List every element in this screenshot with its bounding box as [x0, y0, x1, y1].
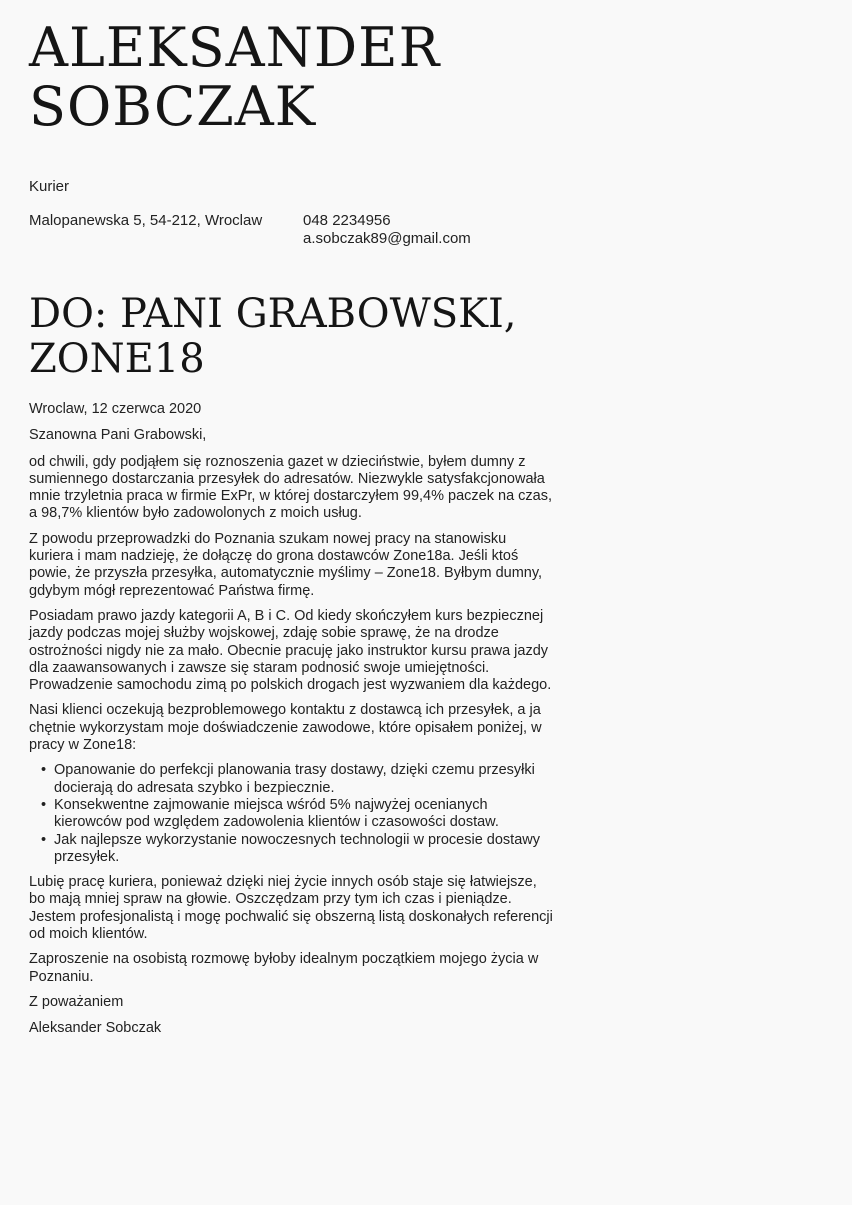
- experience-list: [29, 762, 554, 866]
- job-title: Kurier: [29, 178, 70, 195]
- experience-list-item-text: Jak najlepsze wykorzystanie nowoczesnych technologii w procesie dostawy przesyłek.: [54, 831, 540, 865]
- bullet-icon: •: [41, 796, 47, 813]
- experience-list-item-text: Opanowanie do perfekcji planowania trasy dostawy, dzięki czemu przesyłki docierają do adresata szybko i bezpiecznie.: [54, 762, 535, 796]
- applicant-name-line2: SOBCZAK: [29, 75, 317, 138]
- recipient-line1: DO: PANI GRABOWSKI,: [29, 291, 517, 337]
- letter-paragraph: od chwili, gdy podjąłem się roznoszenia gazet w dzieciństwie, byłem dumny z sumiennego dostarczania przesyłek do adresatów. Niezwykle satysfakcjonowała mnie trzyletnia praca w firmie ExPr, w której dostarczyłem 99,4% paczek na czas, a 98,7% klientów było zadowolonych z moich usług.: [29, 453, 552, 522]
- email-address: a.sobczak89@gmail.com: [303, 230, 471, 247]
- experience-list-item: [41, 762, 554, 797]
- letter-paragraph: Nasi klienci oczekują bezproblemowego kontaktu z dostawcą ich przesyłek, a ja chętnie wykorzystam moje doświadczenie zawodowe, które opisałem poniżej, w pracy w Zone18:: [29, 702, 542, 754]
- experience-list-item: [41, 796, 554, 832]
- bullet-icon: •: [41, 762, 47, 779]
- bullet-icon: •: [41, 831, 47, 848]
- recipient-heading: [29, 292, 517, 382]
- recipient-line2: ZONE18: [29, 336, 205, 382]
- letter-paragraph: Lubię pracę kuriera, ponieważ dzięki niej życie innych osób staje się łatwiejsze, bo mają mniej spraw na głowie. Oszczędzam przy tym ich czas i pieniądze. Jestem profesjonalistą i mogę pochwalić się obszerną listą doskonałych referencji od moich klientów.: [29, 874, 553, 943]
- contact-info: [303, 212, 471, 248]
- phone-number: 048 2234956: [303, 212, 391, 229]
- experience-list-item-text: Konsekwentne zajmowanie miejsca wśród 5% najwyżej ocenianych kierowców pod względem zadowolenia klientów i czasowości dostaw.: [54, 796, 499, 831]
- applicant-name-line1: ALEKSANDER: [29, 16, 441, 79]
- letter-greeting: Szanowna Pani Grabowski,: [29, 427, 207, 444]
- letter-body: [29, 401, 554, 1046]
- letter-paragraph: Zaproszenie na osobistą rozmowę byłoby idealnym początkiem mojego życia w Poznaniu.: [29, 951, 539, 985]
- letter-paragraph: Z powodu przeprowadzki do Poznania szukam nowej pracy na stanowisku kuriera i mam nadzieję, że dołączę do grona dostawców Zone18a. Jeśli ktoś powie, że przyszła przesyłka, automatycznie myślimy – Zone18. Byłbym dumny, gdybym mógł reprezentować Państwa firmę.: [29, 530, 543, 599]
- letter-date: Wroclaw, 12 czerwca 2020: [29, 401, 202, 417]
- letter-closing: Z poważaniem: [29, 993, 124, 1010]
- experience-list-item: [41, 831, 554, 867]
- letter-signature: Aleksander Sobczak: [29, 1020, 162, 1037]
- applicant-name: [29, 18, 440, 136]
- letter-paragraph: Posiadam prawo jazdy kategorii A, B i C. Od kiedy skończyłem kurs bezpiecznej jazdy podczas mojej służby wojskowej, zdaję sobie sprawę, że na drodze ostrożności nigdy nie za mało. Obecnie pracuję jako instruktor kursu prawa jazdy dla zaawansowanych i zawsze się staram podnosić swoje umiejętności. Prowadzenie samochodu zimą po polskich drogach jest wyzwaniem dla każdego.: [29, 607, 552, 694]
- address: Malopanewska 5, 54-212, Wroclaw: [29, 212, 263, 229]
